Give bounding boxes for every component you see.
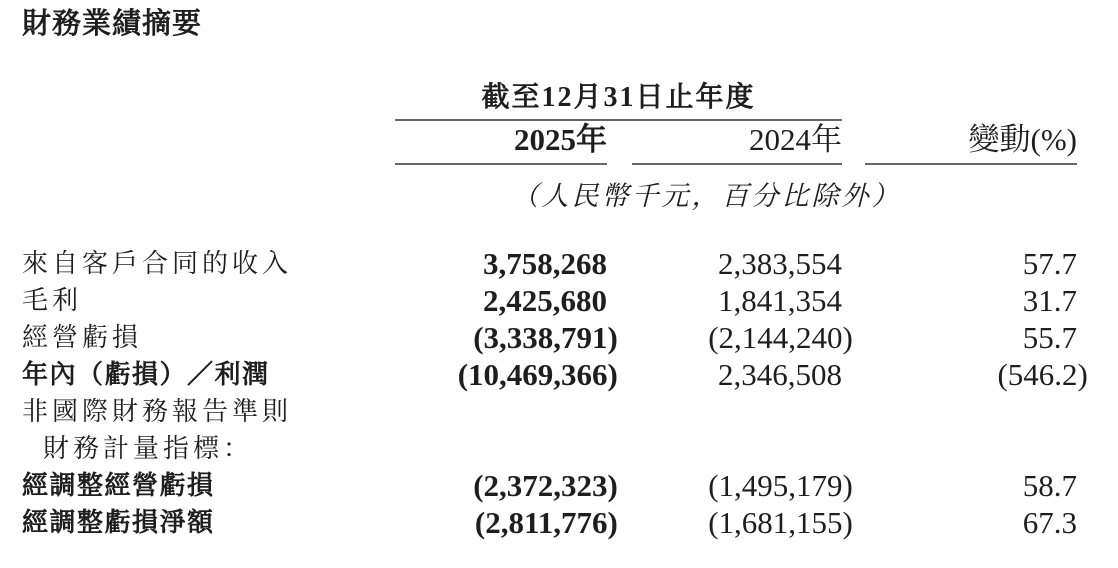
financial-summary-table — [22, 80, 1088, 541]
row-label-non-ifrs-line1: 非國際財務報告準則 — [22, 397, 293, 426]
row-label-adjusted-operating-loss: 經調整經營虧損 — [22, 470, 215, 500]
row-label-revenue: 來自客戶合同的收入 — [22, 249, 293, 278]
value-change-year-loss-profit: (546.2) — [997, 357, 1088, 392]
row-label-operating-loss: 經營虧損 — [22, 323, 143, 352]
value-change-adjusted-net-loss: 67.3 — [1022, 505, 1077, 540]
value-2024-adjusted-operating-loss: (1,495,179) — [708, 468, 853, 503]
period-header: 截至12月31日止年度 — [395, 80, 842, 121]
value-2024-adjusted-net-loss: (1,681,155) — [708, 505, 853, 540]
unit-note: （人民幣千元，百分比除外） — [511, 181, 902, 211]
value-2024-gross-profit: 1,841,354 — [718, 283, 842, 318]
value-change-operating-loss: 55.7 — [1022, 320, 1077, 355]
value-2024-revenue: 2,383,554 — [718, 246, 842, 281]
value-2025-gross-profit: 2,425,680 — [483, 283, 607, 318]
value-2025-revenue: 3,758,268 — [483, 246, 607, 281]
column-header-change: 變動(%) — [842, 121, 1077, 165]
row-label-gross-profit: 毛利 — [22, 286, 83, 315]
value-2024-operating-loss: (2,144,240) — [708, 320, 853, 355]
value-2025-operating-loss: (3,338,791) — [473, 320, 618, 355]
table-grid — [22, 80, 1088, 541]
row-label-non-ifrs-line2: 財務計量指標： — [43, 434, 254, 463]
value-change-gross-profit: 31.7 — [1022, 283, 1077, 318]
page-title: 財務業績摘要 — [22, 8, 203, 40]
value-change-adjusted-operating-loss: 58.7 — [1022, 468, 1077, 503]
column-header-2024: 2024年 — [607, 121, 842, 165]
value-2025-adjusted-net-loss: (2,811,776) — [474, 505, 618, 540]
value-change-revenue: 57.7 — [1022, 246, 1077, 281]
value-2025-year-loss-profit: (10,469,366) — [457, 357, 618, 392]
column-header-2025: 2025年 — [395, 121, 607, 165]
value-2025-adjusted-operating-loss: (2,372,323) — [473, 468, 618, 503]
row-label-year-loss-profit: 年內（虧損）／利潤 — [22, 359, 270, 389]
row-label-adjusted-net-loss: 經調整虧損淨額 — [22, 507, 215, 537]
value-2024-year-loss-profit: 2,346,508 — [718, 357, 842, 392]
